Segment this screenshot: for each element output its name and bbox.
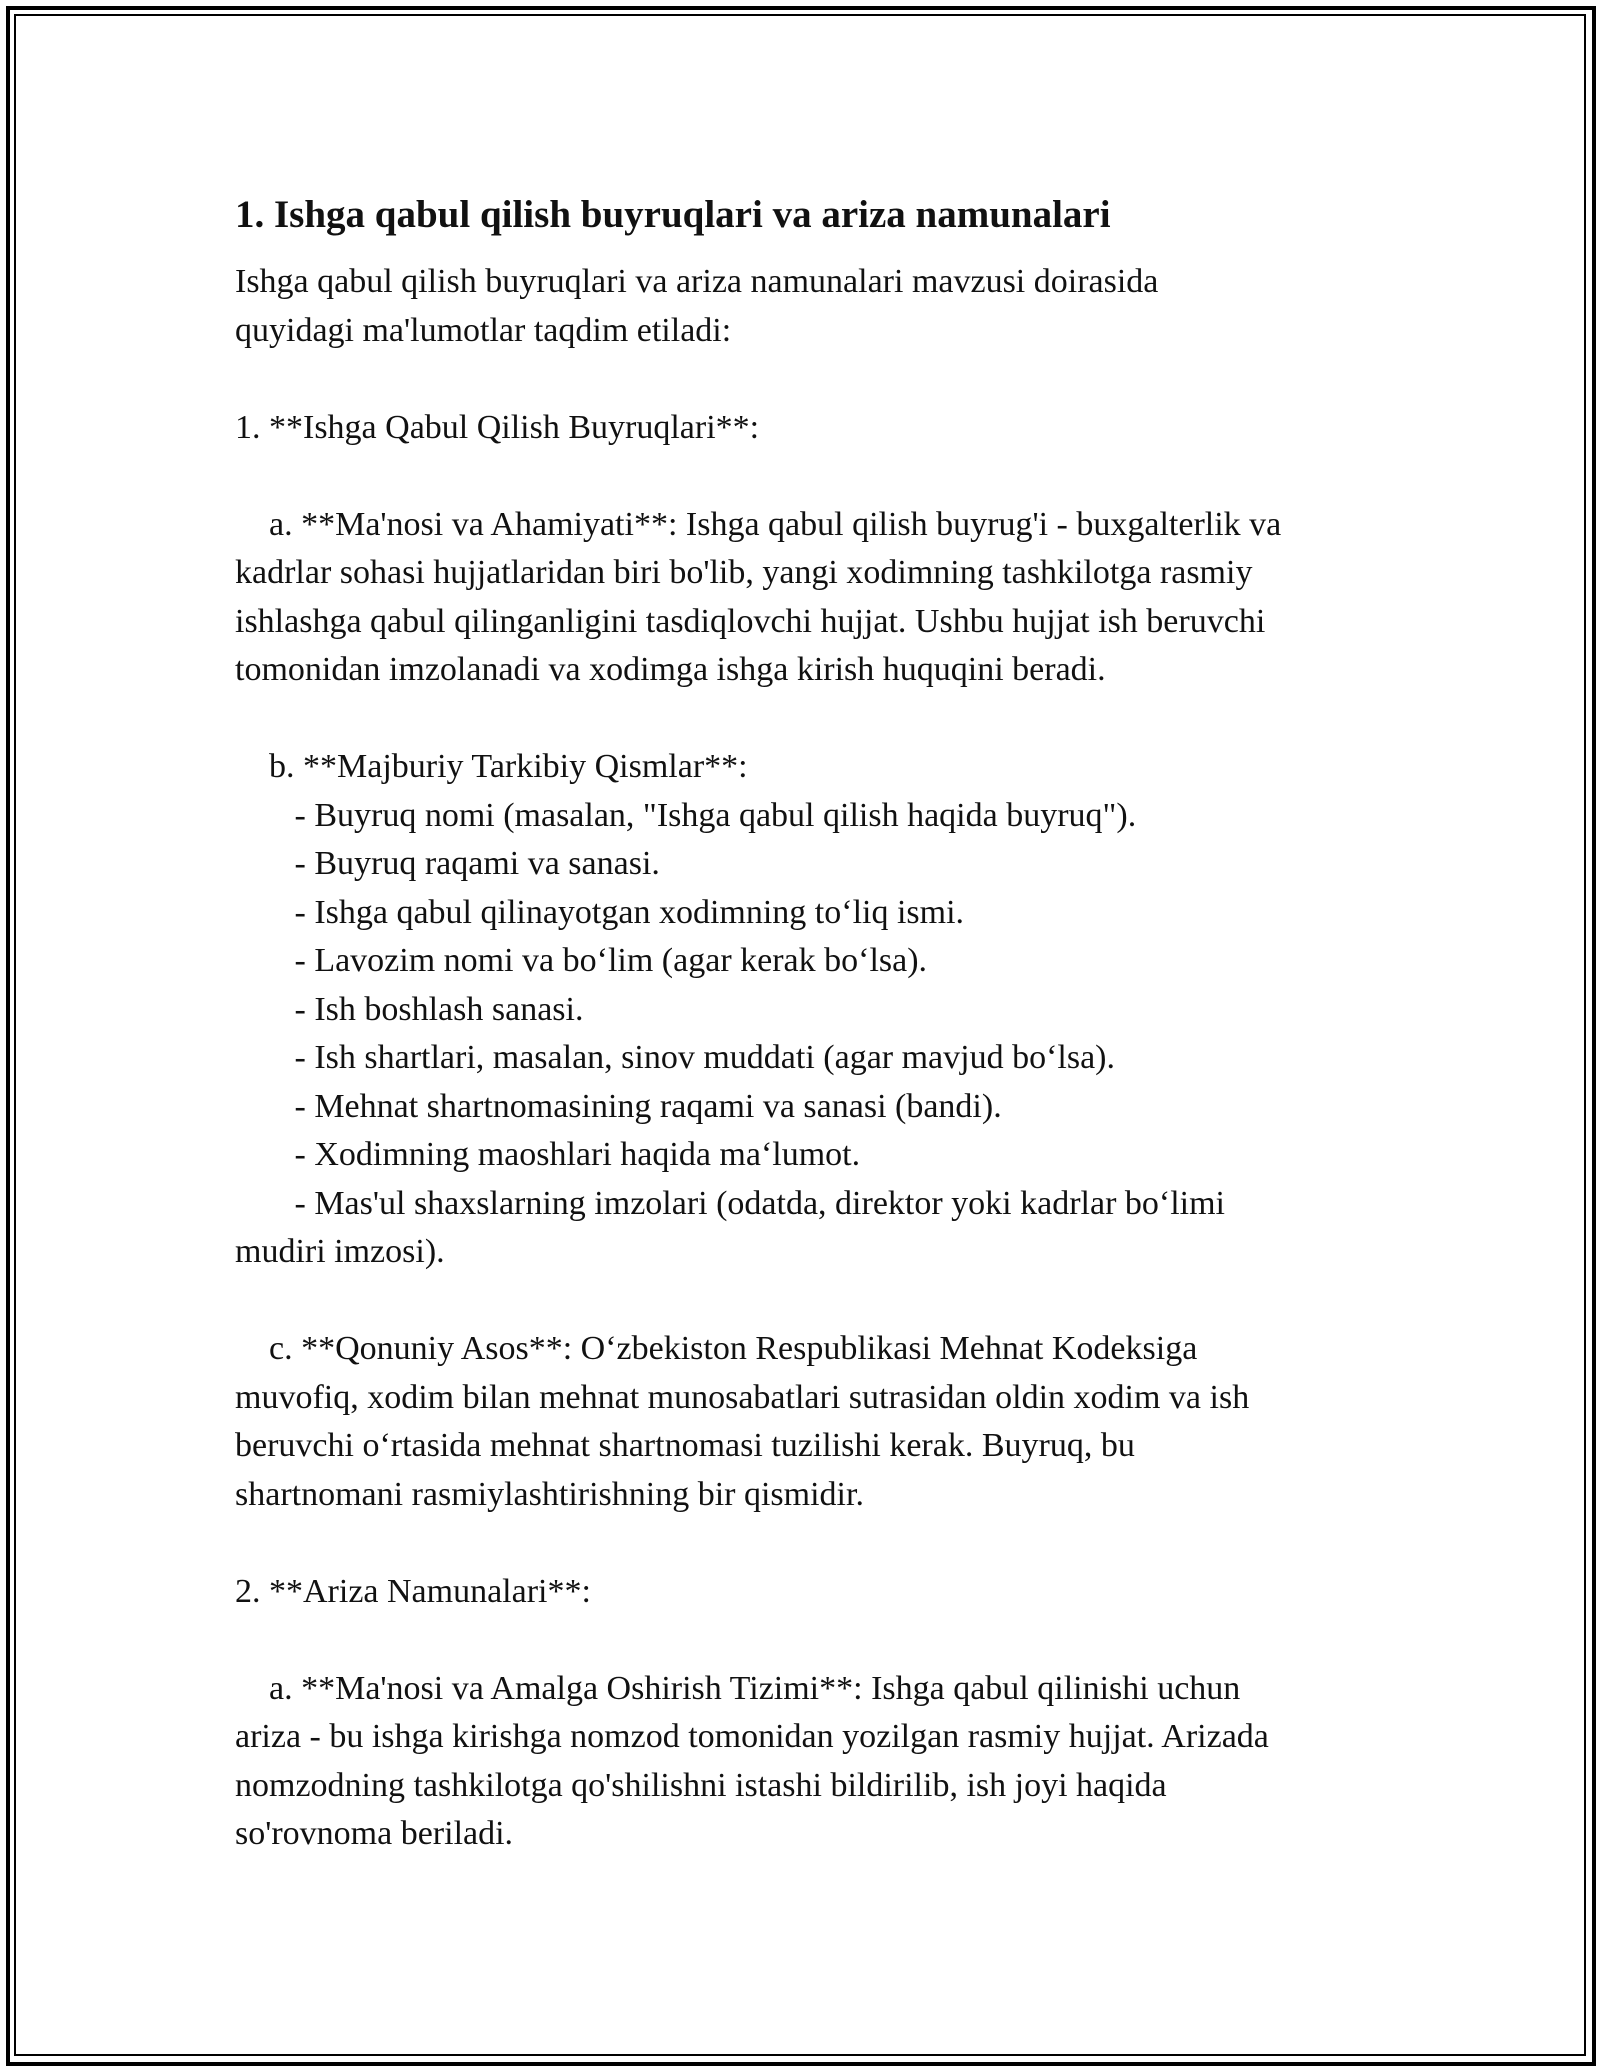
- text-line: b. **Majburiy Tarkibiy Qismlar**:: [235, 748, 748, 785]
- text-line: nomzodning tashkilotga qo'shilishni istashi bildirilib, ish joyi haqida: [235, 1766, 1167, 1804]
- text-line: 1. **Ishga Qabul Qilish Buyruqlari**:: [235, 408, 760, 446]
- text-line: - Buyruq nomi (masalan, "Ishga qabul qilish haqida buyruq").: [235, 796, 1137, 834]
- text-line: - Mehnat shartnomasining raqami va sanasi (bandi).: [235, 1087, 1002, 1125]
- text-line: a. **Ma'nosi va Amalga Oshirish Tizimi**: Ishga qabul qilinishi uchun: [235, 1669, 1241, 1707]
- text-line: [235, 452, 1375, 501]
- document-page: [235, 188, 1375, 1859]
- text-line: [235, 355, 1375, 404]
- text-line: - Ish boshlash sanasi.: [235, 990, 584, 1028]
- text-line: muvofiq, xodim bilan mehnat munosabatlari sutrasidan oldin xodim va ish: [235, 1378, 1250, 1416]
- text-line: [235, 1519, 1375, 1568]
- text-line: c. **Qonuniy Asos**: O‘zbekiston Respublikasi Mehnat Kodeksiga: [235, 1330, 1198, 1367]
- text-line: [235, 695, 1375, 744]
- text-line: [235, 1277, 1375, 1326]
- text-line: ariza - bu ishga kirishga nomzod tomonidan yozilgan rasmiy hujjat. Arizada: [235, 1718, 1269, 1755]
- text-line: so'rovnoma beriladi.: [235, 1815, 514, 1852]
- text-line: - Ish shartlari, masalan, sinov muddati (agar mavjud bo‘lsa).: [235, 1039, 1115, 1076]
- document-title: 1. Ishga qabul qilish buyruqlari va ariza namunalari: [235, 193, 1111, 236]
- text-line: - Lavozim nomi va bo‘lim (agar kerak bo‘lsa).: [235, 942, 928, 979]
- intro-paragraph: Ishga qabul qilish buyruqlari va ariza namunalari mavzusi doirasida quyidagi ma'lumotlar taqdim etiladi:: [235, 263, 1159, 349]
- text-line: 2. **Ariza Namunalari**:: [235, 1572, 591, 1610]
- text-line: - Mas'ul shaxslarning imzolari (odatda, direktor yoki kadrlar bo‘limi: [235, 1184, 1226, 1222]
- text-line: beruvchi o‘rtasida mehnat shartnomasi tuzilishi kerak. Buyruq, bu: [235, 1427, 1135, 1464]
- text-line: shartnomani rasmiylashtirishning bir qismidir.: [235, 1475, 864, 1513]
- text-line: - Buyruq raqami va sanasi.: [235, 845, 660, 882]
- text-line: [235, 1616, 1375, 1665]
- text-line: mudiri imzosi).: [235, 1233, 445, 1270]
- text-line: a. **Ma'nosi va Ahamiyati**: Ishga qabul qilish buyrug'i - buxgalterlik va: [235, 505, 1282, 543]
- text-line: kadrlar sohasi hujjatlaridan biri bo'lib, yangi xodimning tashkilotga rasmiy: [235, 554, 1253, 591]
- text-line: - Ishga qabul qilinayotgan xodimning to‘liq ismi.: [235, 893, 965, 931]
- text-line: tomonidan imzolanadi va xodimga ishga kirish huquqini beradi.: [235, 651, 1106, 688]
- text-line: ishlashga qabul qilinganligini tasdiqlovchi hujjat. Ushbu hujjat ish beruvchi: [235, 602, 1266, 640]
- text-line: - Xodimning maoshlari haqida ma‘lumot.: [235, 1136, 861, 1173]
- document-body: [235, 355, 1375, 1859]
